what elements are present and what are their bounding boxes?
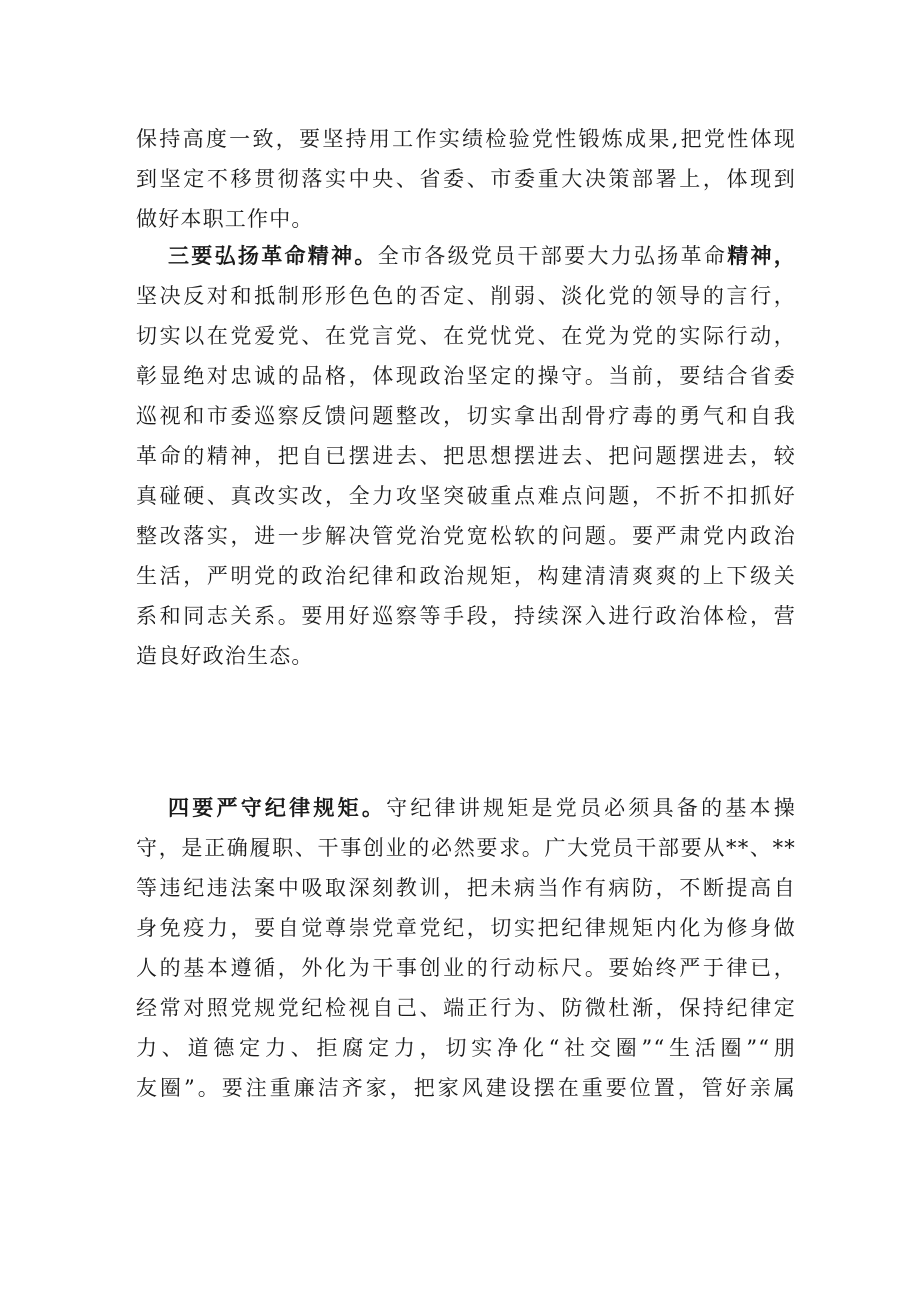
text-line: 等违纪违法案中吸取深刻教训，把未病当作有病防，不断提高自 <box>136 876 796 900</box>
text-line: 造良好政治生态。 <box>136 644 314 668</box>
text-line: 巡视和市委巡察反馈问题整改，切实拿出刮骨疗毒的勇气和自我 <box>136 404 796 428</box>
text-line: 保持高度一致，要坚持用工作实绩检验党性锻炼成果,把党性体现 <box>136 127 796 151</box>
text-line: 友圈”。要注重廉洁齐家，把家风建设摆在重要位置，管好亲属 <box>136 1076 796 1100</box>
text-line <box>136 236 796 276</box>
text-line: 切实以在党爱党、在党言党、在党忧党、在党为党的实际行动， <box>136 324 796 348</box>
text-line: 彰显绝对忠诚的品格，体现政治坚定的操守。当前，要结合省委 <box>136 364 796 388</box>
text-line: 守，是正确履职、干事创业的必然要求。广大党员干部要从**、** <box>136 836 796 860</box>
text-span: 守纪律讲规矩是党员必须具备的基本操 <box>386 796 796 820</box>
text-line <box>136 788 796 828</box>
paragraph-revolutionary-spirit <box>136 236 796 676</box>
text-line: 身免疫力，要自觉尊崇党章党纪，切实把纪律规矩内化为修身做 <box>136 916 796 940</box>
text-line: 力、道德定力、拒腐定力，切实净化“社交圈”“生活圈”“朋 <box>136 1036 796 1060</box>
text-line: 整改落实，进一步解决管党治党宽松软的问题。要严肃党内政治 <box>136 524 796 548</box>
text-line: 经常对照党规党纪检视自己、端正行为、防微杜渐，保持纪律定 <box>136 996 796 1020</box>
text-line: 到坚定不移贯彻落实中央、省委、市委重大决策部署上，体现到 <box>136 167 796 191</box>
text-line: 真碰硬、真改实改，全力攻坚突破重点难点问题，不折不扣抓好 <box>136 484 796 508</box>
paragraph-heading: 三要弘扬革命精神。 <box>168 243 378 268</box>
text-span: 全市各级党员干部要大力弘扬革命 <box>377 244 728 268</box>
paragraph-discipline-rules <box>136 788 796 1108</box>
text-line: 坚决反对和抵制形形色色的否定、削弱、淡化党的领导的言行， <box>136 284 796 308</box>
text-line: 做好本职工作中。 <box>136 207 314 231</box>
paragraph-continuation <box>136 119 796 239</box>
text-line: 系和同志关系。要用好巡察等手段，持续深入进行政治体检，营 <box>136 604 796 628</box>
text-line: 人的基本遵循，外化为干事创业的行动标尺。要始终严于律已， <box>136 956 796 980</box>
emphasis-span: 精神， <box>727 243 796 268</box>
text-line: 生活，严明党的政治纪律和政治规矩，构建清清爽爽的上下级关 <box>136 564 796 588</box>
text-line: 革命的精神，把自已摆进去、把思想摆进去、把问题摆进去，较 <box>136 444 796 468</box>
paragraph-heading: 四要严守纪律规矩。 <box>168 795 387 820</box>
